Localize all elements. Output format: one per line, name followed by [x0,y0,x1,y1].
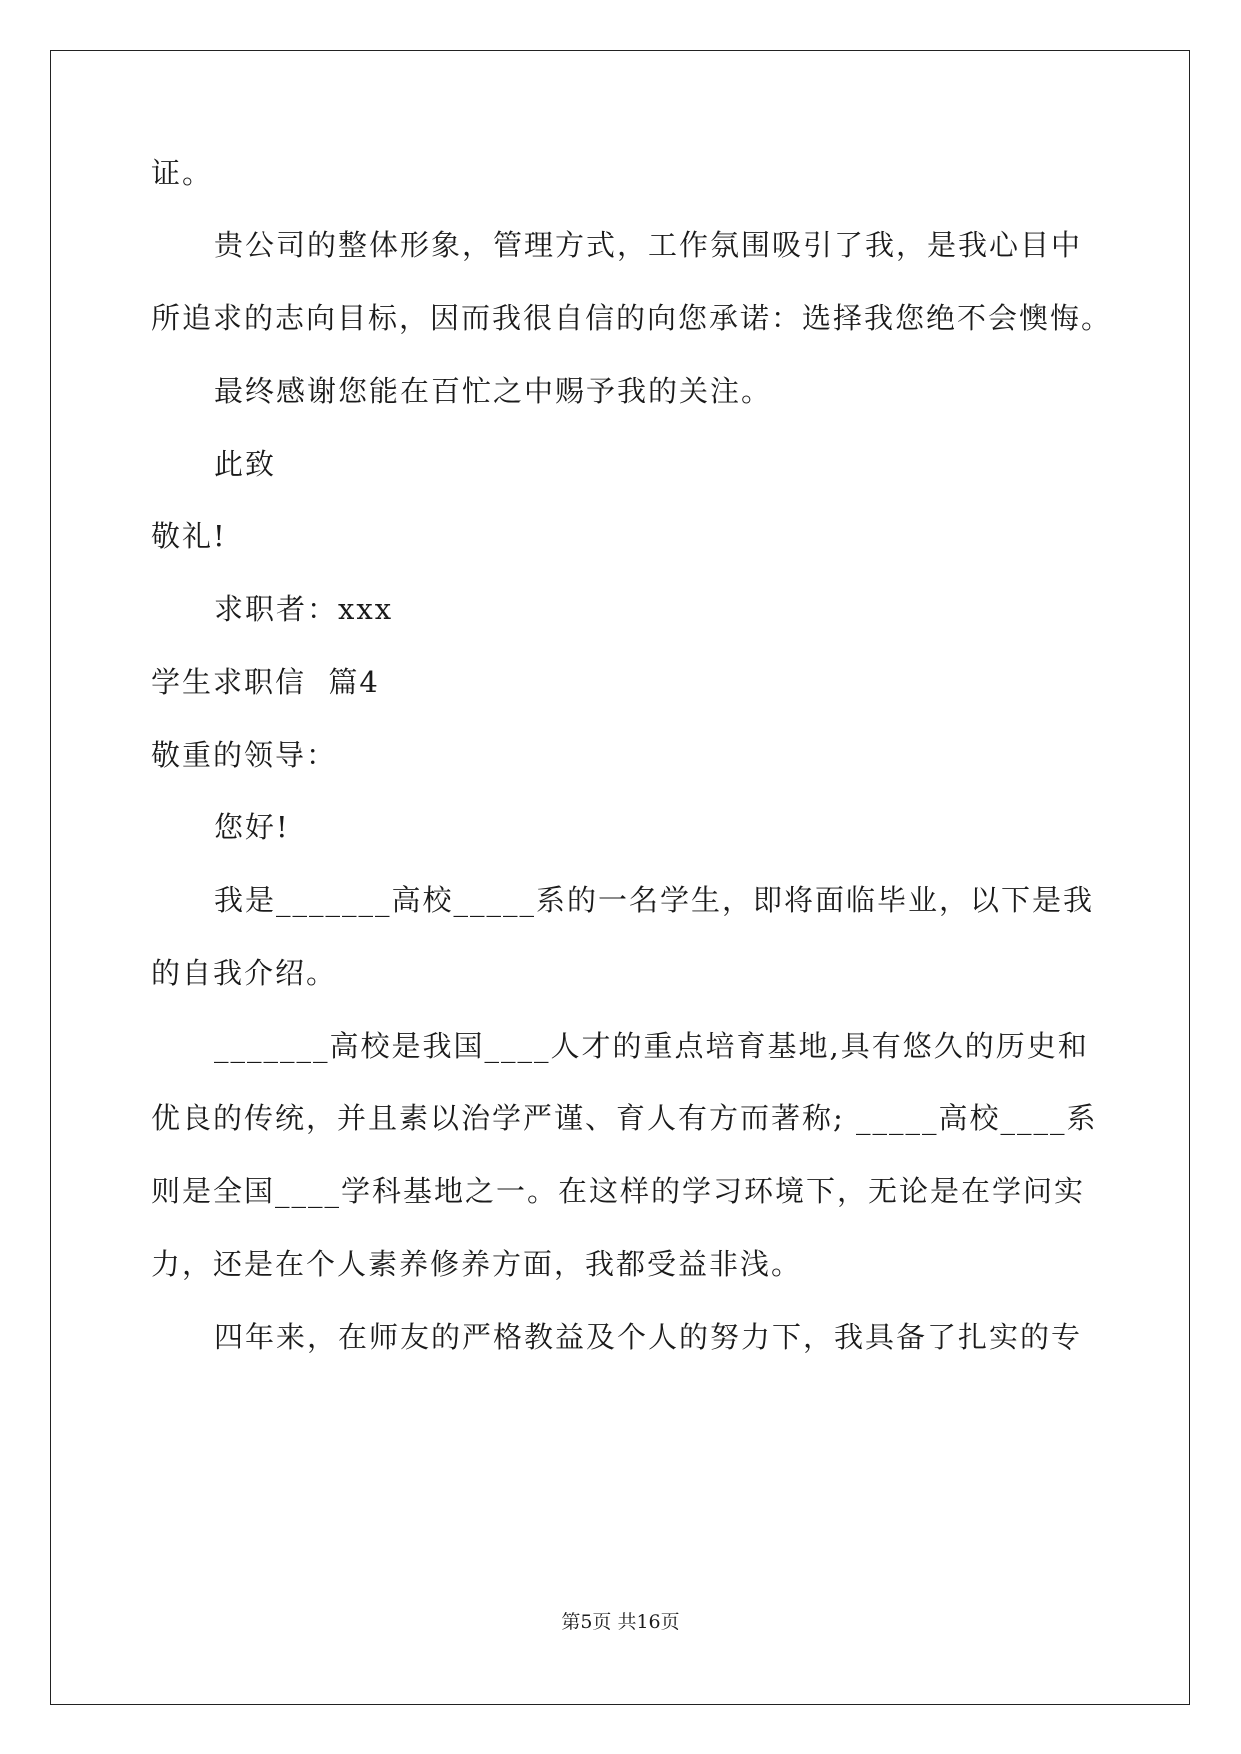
text-line: 则是全国____学科基地之一。在这样的学习环境下，无论是在学问实 [151,1174,1086,1208]
text-line: 我是_______高校_____系的一名学生，即将面临毕业，以下是我 [214,883,1095,917]
text-line: 敬重的领导： [151,738,338,772]
text-line: 敬礼! [151,519,227,553]
text-line: 优良的传统，并且素以治学严谨、育人有方而著称; _____高校____系 [151,1101,1098,1135]
text-line: 的自我介绍。 [151,956,338,990]
text-line: 最终感谢您能在百忙之中赐予我的关注。 [214,374,773,408]
section-heading: 学生求职信 篇4 [151,665,380,699]
page-footer: 第5页 共16页 [561,1611,680,1633]
text-line: _______高校是我国____人才的重点培育基地,具有悠久的历史和 [214,1029,1089,1063]
text-line: 您好! [214,810,290,844]
text-line: 所追求的志向目标，因而我很自信的向您承诺：选择我您绝不会懊悔。 [151,301,1113,335]
text-line: 证。 [151,156,214,190]
text-line: 贵公司的整体形象，管理方式，工作氛围吸引了我，是我心目中 [214,228,1083,262]
text-line: 求职者：xxx [214,592,394,626]
text-line: 此致 [214,447,277,481]
text-line: 力，还是在个人素养修养方面，我都受益非浅。 [151,1247,803,1281]
text-line: 四年来，在师友的严格教益及个人的努力下，我具备了扎实的专 [214,1320,1083,1354]
